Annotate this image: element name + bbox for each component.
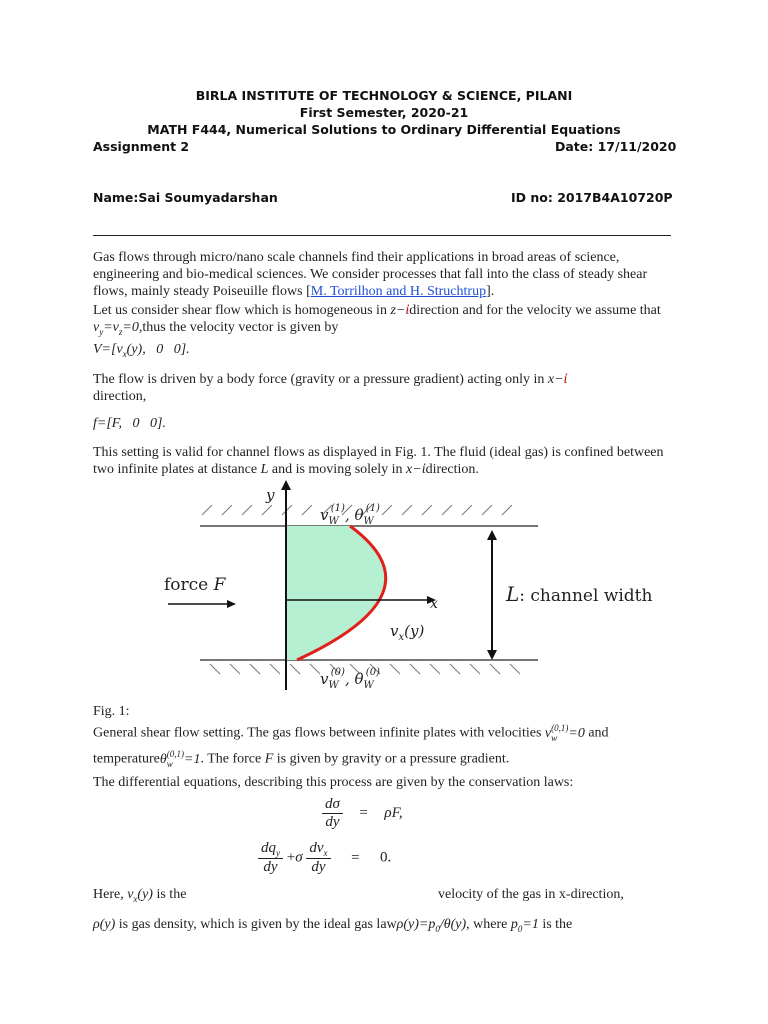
channel-width-arrow-bottom xyxy=(487,650,497,660)
intro-text-end: ]. xyxy=(486,284,495,299)
iota-glyph-2: ἰ xyxy=(563,372,568,387)
semester-line: First Semester, 2020-21 xyxy=(299,105,469,120)
conservation-text: The differential equations, describing this process are given by the conservation laws: xyxy=(93,775,574,790)
shear-text-b: direction and for the velocity we assume that xyxy=(409,303,661,318)
p0-math: $p_0=1$ xyxy=(510,917,539,934)
channel-text: : channel width xyxy=(519,586,653,606)
intro-text: Gas flows through micro/nano scale channels find their applications in broad areas of science, engineering and bio-medical sciences. We consider processes that fall into the class of steady shear flows, mainly steady Poiseuille flows [ xyxy=(93,250,648,299)
here-text-b: is the xyxy=(152,887,187,902)
F-math: F xyxy=(264,752,274,768)
reference-link[interactable]: M. Torrilhon and H. Struchtrup xyxy=(310,284,487,299)
course-line: MATH F444, Numerical Solutions to Ordinary Differential Equations xyxy=(147,122,621,137)
intro-paragraph xyxy=(93,249,683,300)
setting-text-b: and is moving solely in xyxy=(268,462,407,477)
rho-y-math: ρ(y) xyxy=(93,917,116,932)
student-name: Name:Sai Soumyadarshan xyxy=(93,190,278,205)
x-axis-label: x xyxy=(430,596,438,612)
body-force-text-b: direction, xyxy=(93,389,147,404)
here-text: Here, xyxy=(93,887,128,902)
density-line xyxy=(93,916,683,938)
divider-rule xyxy=(93,235,671,236)
bottom-wall-label: $v_W(0)$, $\theta_W(0)$ xyxy=(320,667,380,691)
figure-caption xyxy=(93,703,683,773)
y-axis-label: y xyxy=(266,486,275,504)
L-math: L xyxy=(260,462,269,477)
profile-label: $v_x(y)$ xyxy=(390,622,425,643)
force-word: force xyxy=(164,575,209,595)
dsigma-dy-fraction: $\frac{d\sigma}{dy}$ xyxy=(322,796,343,831)
x-direction-math-2: x− xyxy=(406,462,422,477)
channel-width-label xyxy=(505,582,653,606)
date-label: Date: 17/11/2020 xyxy=(555,139,677,154)
iota-glyph-3: ἰ xyxy=(421,462,426,477)
equation-1: $\frac{d\sigma}{dy}$ = ρF, xyxy=(322,796,403,831)
force-symbol: F xyxy=(213,575,226,595)
iota-glyph: ἰ xyxy=(405,303,410,318)
caption-text-d: is given by gravity or a pressure gradient. xyxy=(273,752,510,768)
caption-text-a: General shear flow setting. The gas flows between infinite plates with velocities xyxy=(93,725,545,741)
channel-symbol: L xyxy=(506,582,520,606)
here-text-c: velocity of the gas in x-direction, xyxy=(438,887,624,902)
z-direction-math: z− xyxy=(390,303,406,318)
institute-title: BIRLA INSTITUTE OF TECHNOLOGY & SCIENCE, PILANI xyxy=(195,88,573,103)
x-direction-math: x− xyxy=(547,372,564,387)
vx-y-math: $v_x(y)$ xyxy=(127,887,153,904)
y-axis-arrow xyxy=(281,480,291,490)
top-wall-label: $v_W(1)$, $\theta_W(1)$ xyxy=(320,503,380,527)
shear-text-c: ,thus the velocity vector is given by xyxy=(138,320,339,335)
caption-text-b: and temperature xyxy=(93,725,609,768)
dvx-dy-fraction: $\frac{dv_x}{dy}$ xyxy=(306,840,330,876)
velocity-zero-math: $v_y=v_z=0$ xyxy=(93,320,139,337)
conservation-paragraph xyxy=(93,774,683,791)
force-vector-math: f=[F, 0 0]. xyxy=(93,416,166,431)
force-label xyxy=(164,575,227,595)
force-arrow-head xyxy=(227,600,236,608)
ideal-gas-math: $\rho(y)=p_0/\theta(y)$ xyxy=(396,917,467,934)
channel-width-arrow-top xyxy=(487,530,497,540)
here-line-right xyxy=(438,886,678,903)
setting-text-a: This setting is valid for channel flows as displayed in Fig. 1. The fluid (ideal gas) is confined between two infinite plates at distance xyxy=(93,445,664,477)
assignment-label: Assignment 2 xyxy=(93,139,190,154)
caption-text-c: . The force xyxy=(200,752,265,768)
caption-title: Fig. 1: xyxy=(93,704,130,719)
dqy-dy-fraction: $\frac{dq_y}{dy}$ xyxy=(258,840,283,876)
body-force-text: The flow is driven by a body force (gravity or a pressure gradient) acting only in xyxy=(93,372,548,387)
channel-flow-figure xyxy=(150,478,670,693)
setting-text-c: direction. xyxy=(425,462,479,477)
setting-paragraph xyxy=(93,444,683,478)
body-force-paragraph xyxy=(93,371,683,405)
density-text-a: is gas density, which is given by the ideal gas law xyxy=(115,917,397,932)
velocity-wall-math: $v_w^{(0,1)}=0$ xyxy=(544,723,585,743)
density-text-b: , where xyxy=(466,917,511,932)
density-text-c: is the xyxy=(538,917,573,932)
force-vector xyxy=(93,415,683,432)
velocity-vector-math: $V=[v_x(y)$, 0 0]. xyxy=(93,341,190,359)
equation-2: $\frac{dq_y}{dy}$ +σ $\frac{dv_x}{dy}$ = 0. xyxy=(258,840,391,876)
shear-text-a: Let us consider shear flow which is homogeneous in xyxy=(93,303,391,318)
student-id: ID no: 2017B4A10720P xyxy=(511,190,673,205)
temperature-wall-math: $\theta_w^{(0,1)}=1$ xyxy=(159,749,201,769)
shear-flow-paragraph xyxy=(93,302,683,363)
